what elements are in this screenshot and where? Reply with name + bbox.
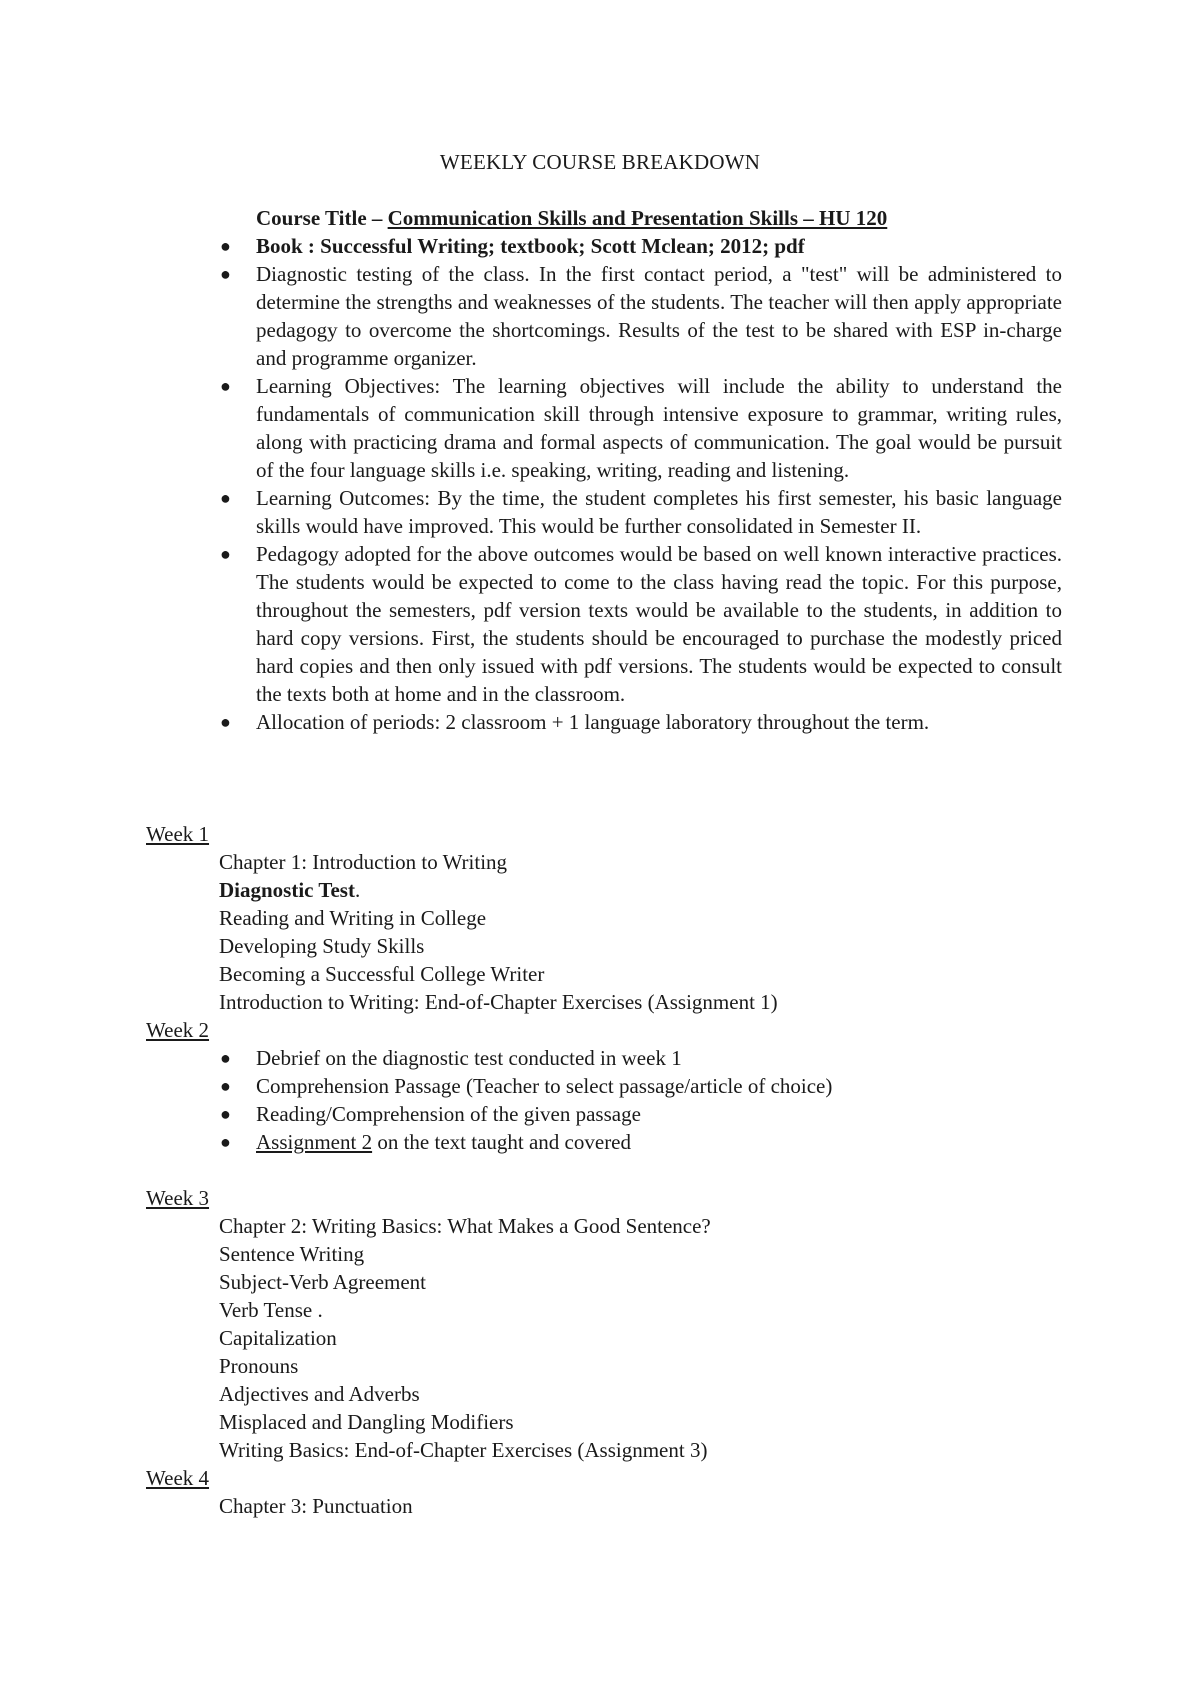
diagnostic-test-label: Diagnostic Test [219,878,355,902]
list-item: Reading and Writing in College [219,906,487,930]
course-title: Communication Skills and Presentation Skills – HU 120 [387,206,888,230]
allocation-text: Allocation of periods: 2 classroom + 1 language laboratory throughout the term. [256,710,930,734]
list-item: Adjectives and Adverbs [219,1382,420,1406]
course-title-line [256,204,887,232]
page-heading: WEEKLY COURSE BREAKDOWN [439,150,761,174]
diagnostic-text: Diagnostic testing of the class. In the first contact period, a "test" will be administered to determine the strengths and weaknesses of the students. The teacher will then apply appropriate pedagogy to overcome the shortcomings. Results of the test to be shared with ESP in-charge and programme organizer. [256,262,1062,370]
week-3-topics [146,1212,1076,1464]
bullet-icon: ● [220,544,231,564]
list-item: Becoming a Successful College Writer [219,962,545,986]
list-item: Misplaced and Dangling Modifiers [219,1410,514,1434]
bullet-icon: ● [220,1076,231,1096]
week-2-item: Debrief on the diagnostic test conducted in week 1 [256,1046,682,1070]
pedagogy-text: Pedagogy adopted for the above outcomes would be based on well known interactive practices. The students would be expected to come to the class having read the topic. For this purpose, throughout the semesters, pdf version texts would be available to the students, in addition to hard copy versions. First, the students should be encouraged to purchase the modestly priced hard copies and then only issued with pdf versions. The students would be expected to consult the texts both at home and in the classroom. [256,542,1062,706]
bullet-icon: ● [220,1048,231,1068]
list-item: Verb Tense . [219,1298,323,1322]
bullet-icon: ● [220,236,231,256]
list-item: Introduction to Writing: End-of-Chapter Exercises (Assignment 1) [219,990,778,1014]
list-item: Writing Basics: End-of-Chapter Exercises (Assignment 3) [219,1438,708,1462]
week-1-chapter: Chapter 1: Introduction to Writing [219,850,508,874]
bullet-icon: ● [220,264,231,284]
week-2-item: Comprehension Passage (Teacher to select passage/article of choice) [256,1074,833,1098]
spacer [146,1156,1076,1184]
list-item [220,1072,1076,1100]
list-item: Chapter 2: Writing Basics: What Makes a Good Sentence? [219,1214,711,1238]
intro-bullet-pedagogy [220,540,1062,708]
intro-bullet-book [220,232,1062,260]
outcomes-text: Learning Outcomes: By the time, the student completes his first semester, his basic language skills would have improved. This would be further consolidated in Semester II. [256,486,1062,538]
week-2-item: Reading/Comprehension of the given passage [256,1102,641,1126]
week-1-diagnostic [219,876,1076,904]
list-item [220,1128,1076,1156]
intro-bullet-allocation [220,708,1062,736]
week-2-bullets [146,1044,1076,1156]
week-3-label: Week 3 [146,1186,210,1210]
bullet-icon: ● [220,712,231,732]
list-item: Subject-Verb Agreement [219,1270,427,1294]
diagnostic-test-suffix: . [354,878,361,902]
week-4-topics [146,1492,1076,1520]
list-item: Pronouns [219,1354,299,1378]
objectives-text: Learning Objectives: The learning objectives will include the ability to understand the fundamentals of communication skill through intensive exposure to grammar, writing rules, along with practicing drama and formal aspects of communication. The goal would be pursuit of the four language skills i.e. speaking, writing, reading and listening. [256,374,1062,482]
intro-bullet-diagnostic [220,260,1062,372]
list-item [220,1044,1076,1072]
assignment-2-label: Assignment 2 [256,1130,373,1154]
week-1-label: Week 1 [146,822,210,846]
list-item: Chapter 3: Punctuation [219,1494,413,1518]
assignment-2-text: on the text taught and covered [372,1130,632,1154]
list-item: Sentence Writing [219,1242,365,1266]
intro-bullet-objectives [220,372,1062,484]
list-item: Capitalization [219,1326,337,1350]
list-item [220,1100,1076,1128]
course-title-prefix: Course Title – [256,206,388,230]
book-reference: Book : Successful Writing; textbook; Scott Mclean; 2012; pdf [256,234,805,258]
bullet-icon: ● [220,488,231,508]
weekly-schedule [146,820,1076,1520]
list-item: Developing Study Skills [219,934,425,958]
week-1-topics [146,848,1076,1016]
intro-bullet-outcomes [220,484,1062,540]
week-4-label: Week 4 [146,1466,210,1490]
week-2-label: Week 2 [146,1018,210,1042]
intro-bullet-list [220,232,1062,736]
bullet-icon: ● [220,376,231,396]
bullet-icon: ● [220,1132,231,1152]
bullet-icon: ● [220,1104,231,1124]
